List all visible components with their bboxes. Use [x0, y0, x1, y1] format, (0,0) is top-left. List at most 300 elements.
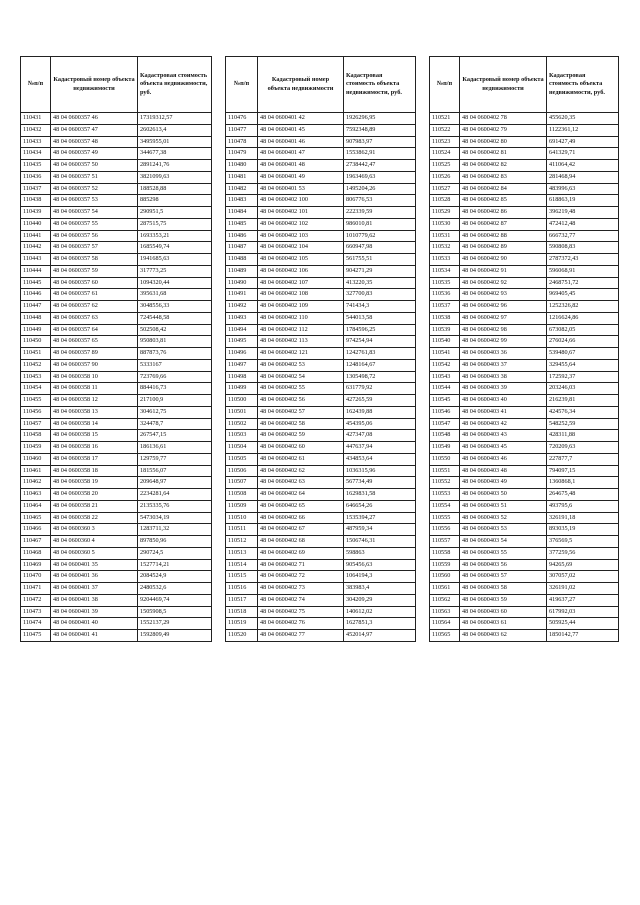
cadastral-value: 885298 [138, 195, 212, 207]
cadastral-table-2 [225, 56, 416, 642]
cadastral-value: 7592348,89 [344, 124, 416, 136]
table-row [430, 148, 619, 160]
table-row [430, 183, 619, 195]
table-row [21, 195, 212, 207]
cadastral-number: 48 04 0600402 69 [258, 547, 344, 559]
row-number: 110547 [430, 418, 460, 430]
row-number: 110529 [430, 207, 460, 219]
table-row [21, 512, 212, 524]
row-number: 110504 [226, 442, 258, 454]
row-number: 110438 [21, 195, 51, 207]
cadastral-number: 48 04 0600403 45 [460, 442, 547, 454]
table-row [226, 536, 416, 548]
cadastral-value: 3048556,33 [138, 301, 212, 313]
table-row [430, 277, 619, 289]
cadastral-number: 48 04 0600402 79 [460, 124, 547, 136]
cadastral-number: 48 04 0600402 113 [258, 336, 344, 348]
cadastral-number: 48 04 0600402 93 [460, 289, 547, 301]
cadastral-value: 897850,96 [138, 536, 212, 548]
cadastral-number: 48 04 0600402 87 [460, 218, 547, 230]
row-number: 110559 [430, 559, 460, 571]
cadastral-number: 48 04 0600403 61 [460, 618, 547, 630]
cadastral-value: 544013,58 [344, 312, 416, 324]
cadastral-number: 48 04 0600403 54 [460, 536, 547, 548]
cadastral-number: 48 04 0600358 10 [51, 371, 138, 383]
cadastral-number: 48 04 0600402 76 [258, 618, 344, 630]
row-number: 110444 [21, 265, 51, 277]
cadastral-number: 48 04 0600357 62 [51, 301, 138, 313]
table-row [430, 289, 619, 301]
table-row [226, 195, 416, 207]
table-row [226, 453, 416, 465]
cadastral-value: 377259,56 [547, 547, 619, 559]
row-number: 110523 [430, 136, 460, 148]
table-row [226, 265, 416, 277]
table-row [430, 113, 619, 125]
cadastral-number: 48 04 0600401 47 [258, 148, 344, 160]
row-number: 110450 [21, 336, 51, 348]
cadastral-number: 48 04 0600357 61 [51, 289, 138, 301]
row-number: 110436 [21, 171, 51, 183]
table-row [21, 630, 212, 642]
cadastral-value: 5333167 [138, 359, 212, 371]
cadastral-number: 48 04 0600402 97 [460, 312, 547, 324]
table-row [21, 324, 212, 336]
cadastral-number: 48 04 0600403 52 [460, 512, 547, 524]
cadastral-number: 48 04 0600402 90 [460, 254, 547, 266]
row-number: 110456 [21, 406, 51, 418]
cadastral-number: 48 04 0600403 59 [460, 594, 547, 606]
table-row [430, 254, 619, 266]
cadastral-number: 48 04 0600402 67 [258, 524, 344, 536]
cadastral-value: 1506746,31 [344, 536, 416, 548]
cadastral-value: 893035,19 [547, 524, 619, 536]
cadastral-value: 455620,35 [547, 113, 619, 125]
cadastral-number: 48 04 0600402 63 [258, 477, 344, 489]
cadastral-value: 307057,02 [547, 571, 619, 583]
row-number: 110488 [226, 254, 258, 266]
cadastral-value: 186136,61 [138, 442, 212, 454]
table-row [430, 195, 619, 207]
cadastral-value: 1216624,86 [547, 312, 619, 324]
cadastral-value: 561755,51 [344, 254, 416, 266]
row-number: 110545 [430, 395, 460, 407]
table-row [430, 512, 619, 524]
cadastral-number: 48 04 0600403 39 [460, 383, 547, 395]
table-row [21, 406, 212, 418]
cadastral-value: 1248164,67 [344, 359, 416, 371]
header-cadastral-number: Кадастровый номер объекта недвижимости [51, 57, 138, 113]
header-cadastral-value: Кадастровая стоимость объекта недвижимости, руб. [547, 57, 619, 113]
cadastral-number: 48 04 0600403 48 [460, 465, 547, 477]
table-row [430, 207, 619, 219]
cadastral-value: 1552137,29 [138, 618, 212, 630]
cadastral-number: 48 04 0600402 64 [258, 489, 344, 501]
cadastral-value: 631779,92 [344, 383, 416, 395]
table-row [226, 606, 416, 618]
cadastral-number: 48 04 0600402 112 [258, 324, 344, 336]
row-number: 110499 [226, 383, 258, 395]
row-number: 110535 [430, 277, 460, 289]
table-row [21, 453, 212, 465]
table-row [226, 171, 416, 183]
cadastral-number: 48 04 0600402 56 [258, 395, 344, 407]
row-number: 110473 [21, 606, 51, 618]
row-number: 110493 [226, 312, 258, 324]
row-number: 110466 [21, 524, 51, 536]
cadastral-value: 327700,83 [344, 289, 416, 301]
row-number: 110457 [21, 418, 51, 430]
cadastral-value: 304612,75 [138, 406, 212, 418]
cadastral-value: 720209,63 [547, 442, 619, 454]
table-row [226, 312, 416, 324]
row-number: 110453 [21, 371, 51, 383]
table-row [21, 289, 212, 301]
table-row [226, 301, 416, 313]
cadastral-value: 548252,59 [547, 418, 619, 430]
cadastral-value: 2891241,76 [138, 160, 212, 172]
table-row [430, 536, 619, 548]
cadastral-value: 950803,81 [138, 336, 212, 348]
row-number: 110435 [21, 160, 51, 172]
row-number: 110552 [430, 477, 460, 489]
cadastral-value: 1010779,62 [344, 230, 416, 242]
cadastral-value: 1305498,72 [344, 371, 416, 383]
table-row [430, 265, 619, 277]
table-row [21, 183, 212, 195]
row-number: 110528 [430, 195, 460, 207]
row-number: 110495 [226, 336, 258, 348]
table-row [21, 383, 212, 395]
table-row [21, 277, 212, 289]
cadastral-value: 427347,08 [344, 430, 416, 442]
table-row [21, 254, 212, 266]
cadastral-value: 326191,18 [547, 512, 619, 524]
cadastral-value: 741434,3 [344, 301, 416, 313]
table-row [21, 442, 212, 454]
table-row [226, 465, 416, 477]
cadastral-value: 1685549,74 [138, 242, 212, 254]
cadastral-number: 48 04 0600360 4 [51, 536, 138, 548]
row-number: 110542 [430, 359, 460, 371]
table-row [226, 547, 416, 559]
row-number: 110463 [21, 489, 51, 501]
cadastral-value: 539480,67 [547, 348, 619, 360]
table-row [226, 500, 416, 512]
row-number: 110442 [21, 242, 51, 254]
table-row [430, 606, 619, 618]
cadastral-number: 48 04 0600403 55 [460, 547, 547, 559]
table-row [430, 124, 619, 136]
cadastral-value: 673082,05 [547, 324, 619, 336]
row-number: 110530 [430, 218, 460, 230]
cadastral-value: 2135335,76 [138, 500, 212, 512]
row-number: 110434 [21, 148, 51, 160]
row-number: 110502 [226, 418, 258, 430]
cadastral-value: 646654,26 [344, 500, 416, 512]
row-number: 110551 [430, 465, 460, 477]
cadastral-number: 48 04 0600358 21 [51, 500, 138, 512]
cadastral-value: 396219,48 [547, 207, 619, 219]
table-row [430, 630, 619, 642]
table-row [226, 594, 416, 606]
cadastral-value: 590808,83 [547, 242, 619, 254]
table-row [226, 418, 416, 430]
row-number: 110507 [226, 477, 258, 489]
row-number: 110455 [21, 395, 51, 407]
row-number: 110433 [21, 136, 51, 148]
table-row [430, 406, 619, 418]
cadastral-value: 887873,76 [138, 348, 212, 360]
cadastral-value: 222339,59 [344, 207, 416, 219]
cadastral-value: 344677,38 [138, 148, 212, 160]
cadastral-number: 48 04 0600357 63 [51, 312, 138, 324]
cadastral-number: 48 04 0600401 38 [51, 594, 138, 606]
table-row [226, 442, 416, 454]
cadastral-value: 3821099,63 [138, 171, 212, 183]
row-number: 110491 [226, 289, 258, 301]
cadastral-number: 48 04 0600401 40 [51, 618, 138, 630]
cadastral-value: 326191,02 [547, 583, 619, 595]
header-number: №п/п [226, 57, 258, 113]
cadastral-number: 48 04 0600402 121 [258, 348, 344, 360]
row-number: 110546 [430, 406, 460, 418]
cadastral-number: 48 04 0600357 47 [51, 124, 138, 136]
cadastral-value: 904271,29 [344, 265, 416, 277]
row-number: 110511 [226, 524, 258, 536]
cadastral-value: 2602613,4 [138, 124, 212, 136]
table-row [430, 136, 619, 148]
cadastral-value: 596068,91 [547, 265, 619, 277]
row-number: 110508 [226, 489, 258, 501]
table-row [430, 500, 619, 512]
cadastral-number: 48 04 0600402 91 [460, 265, 547, 277]
row-number: 110516 [226, 583, 258, 595]
cadastral-value: 974254,94 [344, 336, 416, 348]
cadastral-value: 1784596,25 [344, 324, 416, 336]
table-row [430, 583, 619, 595]
cadastral-value: 290951,5 [138, 207, 212, 219]
cadastral-value: 17319312,57 [138, 113, 212, 125]
cadastral-number: 48 04 0600357 53 [51, 195, 138, 207]
cadastral-number: 48 04 0600402 57 [258, 406, 344, 418]
cadastral-value: 691427,49 [547, 136, 619, 148]
table-row [226, 395, 416, 407]
cadastral-number: 48 04 0600402 109 [258, 301, 344, 313]
cadastral-value: 447637,94 [344, 442, 416, 454]
cadastral-number: 48 04 0600401 48 [258, 160, 344, 172]
table-row [430, 312, 619, 324]
row-number: 110560 [430, 571, 460, 583]
table-row [226, 630, 416, 642]
table-row [430, 242, 619, 254]
row-number: 110454 [21, 383, 51, 395]
row-number: 110482 [226, 183, 258, 195]
cadastral-number: 48 04 0600402 62 [258, 465, 344, 477]
cadastral-number: 48 04 0600402 101 [258, 207, 344, 219]
table-row [430, 442, 619, 454]
cadastral-number: 48 04 0600358 16 [51, 442, 138, 454]
cadastral-value: 472412,48 [547, 218, 619, 230]
row-number: 110480 [226, 160, 258, 172]
row-number: 110538 [430, 312, 460, 324]
cadastral-value: 267547,15 [138, 430, 212, 442]
row-number: 110526 [430, 171, 460, 183]
cadastral-value: 9204469,74 [138, 594, 212, 606]
table-row [430, 477, 619, 489]
cadastral-number: 48 04 0600357 52 [51, 183, 138, 195]
table-row [21, 500, 212, 512]
cadastral-number: 48 04 0600402 60 [258, 442, 344, 454]
cadastral-value: 907983,97 [344, 136, 416, 148]
cadastral-value: 1360868,1 [547, 477, 619, 489]
table-row [21, 559, 212, 571]
table-row [430, 594, 619, 606]
cadastral-number: 48 04 0600358 17 [51, 453, 138, 465]
row-number: 110548 [430, 430, 460, 442]
cadastral-number: 48 04 0600403 56 [460, 559, 547, 571]
row-number: 110534 [430, 265, 460, 277]
table-row [430, 453, 619, 465]
row-number: 110471 [21, 583, 51, 595]
cadastral-value: 1963469,63 [344, 171, 416, 183]
cadastral-number: 48 04 0600402 72 [258, 571, 344, 583]
cadastral-number: 48 04 0600402 96 [460, 301, 547, 313]
row-number: 110565 [430, 630, 460, 642]
table-row [226, 336, 416, 348]
cadastral-value: 2084524,9 [138, 571, 212, 583]
cadastral-number: 48 04 0600357 64 [51, 324, 138, 336]
cadastral-value: 7245448,58 [138, 312, 212, 324]
cadastral-value: 2738442,47 [344, 160, 416, 172]
cadastral-value: 329455,64 [547, 359, 619, 371]
table-row [21, 536, 212, 548]
cadastral-value: 2234281,64 [138, 489, 212, 501]
table-row [430, 618, 619, 630]
cadastral-number: 48 04 0600402 107 [258, 277, 344, 289]
cadastral-number: 48 04 0600402 59 [258, 430, 344, 442]
row-number: 110539 [430, 324, 460, 336]
cadastral-value: 276024,66 [547, 336, 619, 348]
row-number: 110564 [430, 618, 460, 630]
cadastral-number: 48 04 0600402 98 [460, 324, 547, 336]
row-number: 110432 [21, 124, 51, 136]
cadastral-number: 48 04 0600401 37 [51, 583, 138, 595]
row-number: 110540 [430, 336, 460, 348]
row-number: 110531 [430, 230, 460, 242]
table-header [226, 57, 416, 113]
cadastral-number: 48 04 0600402 55 [258, 383, 344, 395]
cadastral-value: 172592,37 [547, 371, 619, 383]
cadastral-value: 794097,15 [547, 465, 619, 477]
cadastral-number: 48 04 0600403 60 [460, 606, 547, 618]
cadastral-number: 48 04 0600402 108 [258, 289, 344, 301]
row-number: 110556 [430, 524, 460, 536]
cadastral-number: 48 04 0600402 110 [258, 312, 344, 324]
row-number: 110447 [21, 301, 51, 313]
cadastral-value: 281468,94 [547, 171, 619, 183]
table-row [430, 383, 619, 395]
cadastral-number: 48 04 0600401 39 [51, 606, 138, 618]
row-number: 110460 [21, 453, 51, 465]
cadastral-value: 1941685,63 [138, 254, 212, 266]
cadastral-number: 48 04 0600358 12 [51, 395, 138, 407]
row-number: 110514 [226, 559, 258, 571]
cadastral-number: 48 04 0600402 82 [460, 160, 547, 172]
cadastral-number: 48 04 0600357 49 [51, 148, 138, 160]
table-row [226, 254, 416, 266]
row-number: 110553 [430, 489, 460, 501]
cadastral-value: 1629831,58 [344, 489, 416, 501]
cadastral-value: 411064,42 [547, 160, 619, 172]
cadastral-number: 48 04 0600402 83 [460, 171, 547, 183]
cadastral-value: 454395,06 [344, 418, 416, 430]
cadastral-value: 324478,7 [138, 418, 212, 430]
cadastral-value: 641329,71 [547, 148, 619, 160]
table-row [430, 324, 619, 336]
header-cadastral-number: Кадастровый номер объекта недвижимости [460, 57, 547, 113]
row-number: 110462 [21, 477, 51, 489]
row-number: 110510 [226, 512, 258, 524]
row-number: 110555 [430, 512, 460, 524]
table-row [21, 477, 212, 489]
cadastral-number: 48 04 0600402 85 [460, 195, 547, 207]
cadastral-number: 48 04 0600403 40 [460, 395, 547, 407]
cadastral-value: 1036315,96 [344, 465, 416, 477]
table-row [430, 430, 619, 442]
cadastral-value: 383983,4 [344, 583, 416, 595]
cadastral-value: 181556,07 [138, 465, 212, 477]
cadastral-value: 227877,7 [547, 453, 619, 465]
cadastral-number: 48 04 0600401 42 [258, 113, 344, 125]
table-row [21, 124, 212, 136]
row-number: 110563 [430, 606, 460, 618]
cadastral-value: 1283711,32 [138, 524, 212, 536]
cadastral-value: 427265,59 [344, 395, 416, 407]
cadastral-value: 434853,64 [344, 453, 416, 465]
table-row [21, 547, 212, 559]
row-number: 110500 [226, 395, 258, 407]
cadastral-value: 1505908,5 [138, 606, 212, 618]
cadastral-value: 290724,5 [138, 547, 212, 559]
table-row [430, 348, 619, 360]
cadastral-number: 48 04 0600358 20 [51, 489, 138, 501]
table-row [21, 207, 212, 219]
cadastral-value: 2468751,72 [547, 277, 619, 289]
row-number: 110561 [430, 583, 460, 595]
row-number: 110496 [226, 348, 258, 360]
cadastral-value: 1627851,3 [344, 618, 416, 630]
cadastral-number: 48 04 0600357 59 [51, 265, 138, 277]
cadastral-value: 1242761,83 [344, 348, 416, 360]
row-number: 110467 [21, 536, 51, 548]
table-row [21, 489, 212, 501]
row-number: 110497 [226, 359, 258, 371]
row-number: 110521 [430, 113, 460, 125]
cadastral-value: 483996,63 [547, 183, 619, 195]
table-row [226, 277, 416, 289]
table-row [21, 524, 212, 536]
cadastral-number: 48 04 0600357 55 [51, 218, 138, 230]
cadastral-value: 723769,66 [138, 371, 212, 383]
cadastral-value: 1252326,82 [547, 301, 619, 313]
cadastral-number: 48 04 0600402 78 [460, 113, 547, 125]
table-row [21, 359, 212, 371]
row-number: 110484 [226, 207, 258, 219]
cadastral-value: 598863 [344, 547, 416, 559]
cadastral-number: 48 04 0600403 36 [460, 348, 547, 360]
cadastral-number: 48 04 0600401 45 [258, 124, 344, 136]
